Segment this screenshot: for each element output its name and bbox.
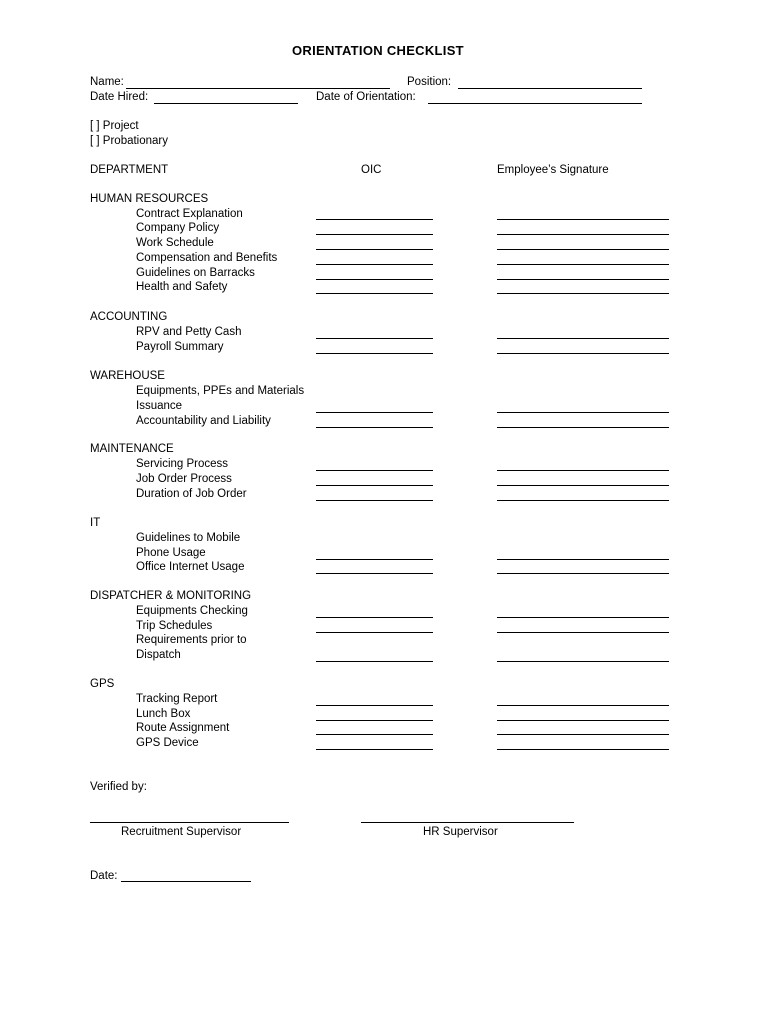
department-heading: ACCOUNTING xyxy=(90,311,168,323)
oic-signature-line[interactable] xyxy=(316,470,433,471)
employee-signature-line[interactable] xyxy=(497,338,669,339)
checkbox-label-project: Project xyxy=(102,120,139,132)
oic-signature-line[interactable] xyxy=(316,485,433,486)
employee-signature-line[interactable] xyxy=(497,279,669,280)
employee-signature-line[interactable] xyxy=(497,412,669,413)
checklist-item: Job Order Process xyxy=(136,473,232,485)
position-label: Position: xyxy=(407,76,452,88)
checklist-item: Company Policy xyxy=(136,222,220,234)
date-hired-field-line[interactable] xyxy=(154,103,298,104)
employee-signature-line[interactable] xyxy=(497,353,669,354)
department-heading: HUMAN RESOURCES xyxy=(90,193,209,205)
oic-signature-line[interactable] xyxy=(316,279,433,280)
recruitment-supervisor-signature-line[interactable] xyxy=(90,822,289,823)
oic-signature-line[interactable] xyxy=(316,234,433,235)
employee-signature-line[interactable] xyxy=(497,249,669,250)
checkbox-probationary[interactable] xyxy=(90,134,168,148)
employee-signature-line[interactable] xyxy=(497,573,669,574)
employee-signature-line[interactable] xyxy=(497,470,669,471)
employee-signature-line[interactable] xyxy=(497,485,669,486)
oic-signature-line[interactable] xyxy=(316,559,433,560)
oic-signature-line[interactable] xyxy=(316,720,433,721)
oic-signature-line[interactable] xyxy=(316,573,433,574)
checklist-item: Tracking Report xyxy=(136,693,218,705)
checklist-item: RPV and Petty Cash xyxy=(136,326,242,338)
department-heading: MAINTENANCE xyxy=(90,443,174,455)
checklist-item: Payroll Summary xyxy=(136,341,224,353)
employee-signature-line[interactable] xyxy=(497,293,669,294)
employee-signature-line[interactable] xyxy=(497,427,669,428)
date-of-orientation-label: Date of Orientation: xyxy=(316,91,416,103)
oic-signature-line[interactable] xyxy=(316,734,433,735)
checklist-item: Guidelines to Mobile xyxy=(136,532,241,544)
employee-signature-line[interactable] xyxy=(497,500,669,501)
checklist-item: Equipments Checking xyxy=(136,605,248,617)
date-label: Date: xyxy=(90,870,118,882)
checklist-item: Lunch Box xyxy=(136,708,191,720)
oic-signature-line[interactable] xyxy=(316,617,433,618)
employee-signature-line[interactable] xyxy=(497,559,669,560)
column-header-signature: Employee’s Signature xyxy=(497,164,609,176)
employee-signature-line[interactable] xyxy=(497,617,669,618)
checkbox-label-probationary: Probationary xyxy=(102,135,169,147)
hr-supervisor-signature-line[interactable] xyxy=(361,822,574,823)
checklist-item: Contract Explanation xyxy=(136,208,243,220)
department-heading: WAREHOUSE xyxy=(90,370,165,382)
department-heading: IT xyxy=(90,517,101,529)
oic-signature-line[interactable] xyxy=(316,749,433,750)
checkbox-box[interactable]: [ ] xyxy=(90,120,100,132)
page-title: ORIENTATION CHECKLIST xyxy=(292,43,464,58)
oic-signature-line[interactable] xyxy=(316,705,433,706)
checklist-item: Issuance xyxy=(136,400,183,412)
oic-signature-line[interactable] xyxy=(316,219,433,220)
checklist-item: Duration of Job Order xyxy=(136,488,247,500)
date-hired-label: Date Hired: xyxy=(90,91,149,103)
employee-signature-line[interactable] xyxy=(497,632,669,633)
employee-signature-line[interactable] xyxy=(497,234,669,235)
oic-signature-line[interactable] xyxy=(316,249,433,250)
oic-signature-line[interactable] xyxy=(316,338,433,339)
department-heading: DISPATCHER & MONITORING xyxy=(90,590,252,602)
checklist-item: GPS Device xyxy=(136,737,199,749)
checklist-item: Phone Usage xyxy=(136,547,206,559)
verified-by-label: Verified by: xyxy=(90,781,147,793)
name-label: Name: xyxy=(90,76,124,88)
checklist-item: Compensation and Benefits xyxy=(136,252,278,264)
employee-signature-line[interactable] xyxy=(497,219,669,220)
oic-signature-line[interactable] xyxy=(316,632,433,633)
checklist-item: Guidelines on Barracks xyxy=(136,267,255,279)
employee-signature-line[interactable] xyxy=(497,720,669,721)
checkbox-box[interactable]: [ ] xyxy=(90,135,100,147)
oic-signature-line[interactable] xyxy=(316,293,433,294)
employee-signature-line[interactable] xyxy=(497,705,669,706)
employee-signature-line[interactable] xyxy=(497,264,669,265)
checklist-item: Trip Schedules xyxy=(136,620,213,632)
employee-signature-line[interactable] xyxy=(497,734,669,735)
name-field-line[interactable] xyxy=(126,88,390,89)
oic-signature-line[interactable] xyxy=(316,264,433,265)
oic-signature-line[interactable] xyxy=(316,353,433,354)
employee-signature-line[interactable] xyxy=(497,749,669,750)
oic-signature-line[interactable] xyxy=(316,661,433,662)
checklist-item: Route Assignment xyxy=(136,722,230,734)
checklist-item: Equipments, PPEs and Materials xyxy=(136,385,305,397)
checkbox-project[interactable] xyxy=(90,119,139,133)
checklist-item: Health and Safety xyxy=(136,281,228,293)
column-header-department: DEPARTMENT xyxy=(90,164,169,176)
checklist-item: Work Schedule xyxy=(136,237,214,249)
checklist-item: Servicing Process xyxy=(136,458,229,470)
date-of-orientation-field-line[interactable] xyxy=(428,103,642,104)
hr-supervisor-label: HR Supervisor xyxy=(423,826,498,838)
checklist-item: Requirements prior to xyxy=(136,634,247,646)
checklist-item: Accountability and Liability xyxy=(136,415,271,427)
oic-signature-line[interactable] xyxy=(316,412,433,413)
recruitment-supervisor-label: Recruitment Supervisor xyxy=(121,826,242,838)
checklist-item: Office Internet Usage xyxy=(136,561,245,573)
oic-signature-line[interactable] xyxy=(316,500,433,501)
date-field-line[interactable] xyxy=(121,881,251,882)
employee-signature-line[interactable] xyxy=(497,661,669,662)
checklist-item: Dispatch xyxy=(136,649,181,661)
position-field-line[interactable] xyxy=(458,88,642,89)
department-heading: GPS xyxy=(90,678,115,690)
column-header-oic: OIC xyxy=(361,164,382,176)
oic-signature-line[interactable] xyxy=(316,427,433,428)
